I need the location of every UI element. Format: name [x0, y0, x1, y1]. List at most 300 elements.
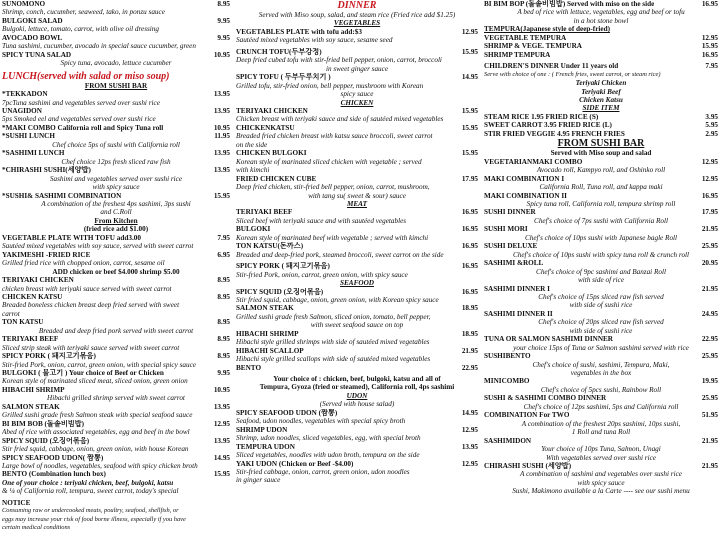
menu-item-row	[236, 175, 478, 183]
menu-text-line: Your choice of : chicken, beef, bulgoki, katsu and all of	[273, 375, 441, 384]
menu-item-price: 16.95	[461, 208, 478, 217]
menu-item-name: SUSHIBENTO	[484, 352, 531, 361]
menu-text-line: 5ps Smoked eel and vegetables served over sushi rice	[2, 115, 156, 124]
menu-text-line: Chef's choice of sushi, sashimi, Tempura, Maki,	[532, 360, 670, 369]
menu-text-line: California Roll, Tuna roll, and kappa maki	[539, 183, 663, 192]
menu-item-name: SUSHI DINNER	[484, 208, 536, 217]
menu-item-price: 21.95	[701, 436, 718, 445]
menu-item-name: SASHIMI &ROLL	[484, 259, 544, 268]
menu-text-line: Large bowl of noodles, vegetables, seafood with spicy chicken broth	[2, 462, 198, 471]
menu-item-price: 18.95	[461, 304, 478, 313]
menu-item-price: 5.95	[705, 121, 718, 130]
menu-item-name: CRUNCH TOFU(두부강정)	[236, 47, 322, 56]
menu-item-row	[484, 113, 718, 121]
menu-item-price: 14.95	[213, 453, 230, 462]
menu-item-name: SPICY PORK ( 돼지고기볶음)	[2, 352, 96, 361]
menu-item-row	[2, 132, 230, 140]
menu-text-line: Served with Miso soup, salad, and steam rice (Fried rice add $1.25)	[258, 11, 456, 19]
menu-item-name: CHICKEN KATSU	[2, 292, 63, 301]
menu-item-name: MINICOMBO	[484, 377, 530, 386]
menu-item-price: 7.95	[217, 233, 230, 242]
menu-text-line: in a hot stone bowl	[573, 16, 629, 25]
menu-text-line: Hibachi style grilled scallops with side of sautéed mixed vegetables	[236, 355, 431, 364]
menu-item-price: 11.95	[214, 132, 230, 141]
menu-item-price: 15.95	[213, 191, 230, 200]
menu-item-price: 16.95	[461, 242, 478, 251]
menu-item-name: UNAGIDON	[2, 106, 42, 115]
menu-text-line: Chef's choice of 5pcs sushi, Rainbow Roll	[540, 385, 662, 394]
menu-item-name: SPICY PORK ( 돼지고기볶음)	[236, 262, 330, 271]
menu-text-line: TEMPURA(Japanese style of deep-fried)	[484, 25, 610, 34]
menu-text-line: with spicy sauce	[92, 183, 140, 192]
menu-item-row	[484, 335, 718, 343]
menu-item-price: 12.95	[701, 174, 718, 183]
menu-text-line: Breaded and deep-fried pork, steamed broccoli, sweet carrot on the side	[236, 250, 444, 259]
menu-item-row	[2, 470, 230, 478]
menu-text-line: Chef's choice of 15ps sliced raw fish served	[538, 292, 664, 301]
menu-text-line: Teriyaki Chicken	[575, 79, 627, 88]
menu-text-line: DINNER	[337, 0, 377, 11]
menu-text-line: with spicy sauce	[577, 478, 625, 487]
menu-item-name: SWEET CARROT 3.95 FRIED RICE (L)	[484, 121, 612, 130]
menu-text-line: Deep fried chicken, stir-fried bell pepper, onion, carrot, mushroom,	[236, 183, 430, 192]
menu-text-line: Korean style of marinated sliced meat, sliced onion, green onion	[2, 377, 188, 386]
menu-text-line: FROM SUSHI BAR	[557, 138, 645, 150]
menu-text-line: Chef choice 12ps fresh sliced raw fish	[61, 157, 171, 166]
menu-item-row	[484, 42, 718, 50]
menu-item-name: MAKI COMBINATION II	[484, 191, 567, 200]
menu-item-row	[484, 175, 718, 183]
menu-item-name: SPICY SQUID (오징어볶음)	[2, 436, 90, 445]
menu-text-line: chicken breast with teriyaki sauce served with sweet carrot	[2, 284, 172, 293]
menu-item-price: 21.95	[701, 462, 718, 471]
menu-item-name: TERIYAKI BEEF	[2, 335, 59, 344]
menu-text-line: Breaded and deep fried pork served with sweet carrot	[38, 326, 194, 335]
dinner-column	[236, 0, 478, 548]
menu-item-name: HIBACHI SHRIMP	[2, 385, 65, 394]
menu-item-row	[2, 51, 230, 59]
menu-text-line: A combination of the freshest 20ps sashimi, 10ps sushi,	[521, 419, 681, 428]
menu-item-price: 8.95	[217, 0, 230, 8]
menu-item-price: 15.95	[461, 106, 478, 115]
menu-item-price: 15.95	[213, 470, 230, 479]
menu-item-name: BULGOKI	[236, 225, 271, 234]
menu-text-line: vegetables in the box	[570, 369, 632, 378]
menu-item-row	[484, 0, 718, 8]
menu-item-price: 12.95	[461, 459, 478, 468]
menu-item-name: BULGOKI ( 불고기 ) Your choice of Beef or Chicken	[2, 369, 164, 378]
menu-item-price: 15.95	[461, 47, 478, 56]
menu-item-name: *SUSHI LUNCH	[2, 132, 55, 141]
menu-text-line: A combination of the freshest 4ps sashimi, 3ps sushi	[41, 199, 191, 208]
menu-text-line: in ginger sauce	[236, 476, 281, 485]
menu-item-name: VEGETABLES PLATE with tofu add:$3	[236, 27, 362, 36]
menu-item-row	[236, 124, 478, 132]
menu-item-row	[484, 437, 718, 445]
menu-item-price: 14.95	[461, 408, 478, 417]
menu-text-line: Teriyaki Beef	[581, 87, 621, 96]
menu-text-line: CHICKEN	[340, 98, 374, 107]
menu-item-name: *SASHIMI LUNCH	[2, 149, 65, 158]
menu-item-name: BENTO	[236, 363, 262, 372]
menu-item-row	[484, 242, 718, 250]
menu-text-line: ADD chicken or beef $4.000 shrimp $5.00	[52, 267, 180, 276]
menu-item-price: 15.95	[701, 42, 718, 51]
menu-text-line: Tuna sashimi, cucumber, avocado in special sauce cucumber, green	[2, 42, 196, 51]
menu-text-line: Deep fried cubed tofu with stir-fried bell pepper, onion, carrot, broccoli	[236, 56, 442, 65]
menu-item-name: SALMON STEAK	[236, 304, 294, 313]
menu-item-price: 15.95	[461, 149, 478, 158]
menu-item-price: 2.95	[705, 129, 718, 138]
menu-text-line: with sweet seafood sauce on top	[310, 321, 404, 330]
menu-item-row	[236, 288, 478, 296]
menu-item-name: YAKIMESHI -FRIED RICE	[2, 250, 91, 259]
menu-item-name: SASHIMIDON	[484, 436, 532, 445]
menu-item-row	[484, 158, 718, 166]
menu-item-price: 8.95	[217, 318, 230, 327]
menu-text-line: 1 Roll and tuna Roll	[571, 428, 631, 437]
menu-item-row	[2, 386, 230, 394]
menu-item-price: 10.95	[213, 123, 230, 132]
menu-text-line: with side of rice	[577, 276, 625, 285]
menu-item-row	[2, 293, 230, 301]
menu-item-row	[236, 443, 478, 451]
menu-item-name: SPICY TUNA SALAD	[2, 50, 72, 59]
menu-item-name: HIBACHI SHRIMP	[236, 329, 299, 338]
menu-item-price: 8.95	[217, 276, 230, 285]
menu-item-name: VEGETABLE PLATE WITH TOFU add3.00	[2, 233, 141, 242]
menu-item-price: 12.95	[461, 425, 478, 434]
menu-text-line: Shrimp, conch, cucumber, seaweed, tako, in ponzu sauce	[2, 8, 165, 17]
menu-item-price: 16.95	[701, 191, 718, 200]
lunch-column	[2, 0, 230, 548]
menu-item-row	[484, 192, 718, 200]
menu-text-line: with side of sushi rice	[569, 301, 633, 310]
menu-item-price: 3.95	[705, 112, 718, 121]
sushi-bar-column	[484, 0, 718, 548]
menu-text-line: 7pcTuna sashimi and vegetables served over sushi rice	[2, 98, 160, 107]
menu-text-line: A combination of sashimi and vegetables over sushi rice	[520, 470, 682, 479]
menu-text-line: FROM SUSHI BAR	[84, 81, 148, 90]
menu-item-name: TERIYAKI BEEF	[236, 208, 293, 217]
menu-item-price: 14.95	[461, 73, 478, 82]
menu-text-line: your choice 15ps of Tuna or Salmon sashimi served with rice	[513, 343, 689, 352]
menu-item-name: SUSHI & SASHIMI COMBO DINNER	[484, 394, 607, 403]
menu-item-price: 15.95	[461, 123, 478, 132]
menu-item-name: YAKI UDON (Chicken or Beef -$4.00)	[236, 459, 354, 468]
menu-text-line: Your choice of 10ps Tuna, Salmon, Unagi	[541, 445, 661, 454]
menu-item-name: SPICY SEAFOOD UDON (짬뽕)	[236, 408, 338, 417]
menu-text-line: Sliced strip steak with teriyaki sauce served with sweet carrot	[2, 343, 180, 352]
menu-item-row	[236, 208, 478, 216]
menu-item-name: CHICKEN BULGOKI	[236, 149, 307, 158]
menu-item-row	[236, 28, 478, 36]
menu-item-name: STEAM RICE 1.95 FRIED RICE (S)	[484, 112, 599, 121]
menu-item-price: 12.95	[213, 419, 230, 428]
menu-item-name: TEMPURA UDON	[236, 442, 295, 451]
menu-text-line: MEAT	[347, 199, 367, 208]
menu-item-price: 21.95	[701, 225, 718, 234]
menu-item-row	[2, 149, 230, 157]
menu-item-price: 24.95	[701, 309, 718, 318]
menu-item-row	[2, 124, 230, 132]
menu-item-row	[484, 285, 718, 293]
menu-item-row	[2, 335, 230, 343]
menu-item-price: 13.95	[213, 90, 230, 99]
menu-text-line: Sushi, Makimono available a la Carte ---- see our sushi menu	[512, 487, 690, 496]
menu-item-name: *CHIRASHI SUSHI(세양밥)	[2, 166, 91, 175]
menu-item-price: 8.95	[217, 292, 230, 301]
menu-item-name: VEGETABLE TEMPURA	[484, 33, 567, 42]
menu-text-line: Korean style of marinated beef with vegetable ; served with kimchi	[236, 233, 429, 242]
menu-text-line: A bed of rice with lettuce, vegetables, egg and beef or tofu	[517, 8, 685, 17]
menu-text-line: Stir fried squid, cabbage, onion, green onion, with house Korean	[2, 445, 189, 454]
menu-item-row	[484, 310, 718, 318]
menu-text-line: Sautéed mixed vegetables with soy sauce, sesame seed	[236, 36, 393, 45]
menu-text-line: Chicken breast with teriyaki sauce and side of sautéed mixed vegetables	[236, 115, 444, 124]
menu-item-name: TERIYAKI CHICKEN	[2, 276, 74, 285]
menu-item-name: TUNA OR SALMON SASHIMI DINNER	[484, 335, 613, 344]
menu-text-line: & ¼ of California roll, tempura, sweet carrot, today's special	[2, 487, 179, 496]
menu-item-price: 16.95	[461, 287, 478, 296]
menu-item-name: SUNOMONO	[2, 0, 46, 8]
menu-text-line: Chef's choice of 12ps sashimi, 5ps and California roll	[523, 402, 679, 411]
menu-item-price: 10.95	[213, 385, 230, 394]
menu-item-name: SUSHI MORI	[484, 225, 528, 234]
menu-item-price: 13.95	[213, 166, 230, 175]
menu-item-name: SASHIMI DINNER I	[484, 284, 550, 293]
menu-item-price: 13.95	[213, 436, 230, 445]
menu-item-row	[484, 62, 718, 70]
menu-text-line: and C.Roll	[100, 208, 132, 217]
menu-item-price: 21.95	[461, 346, 478, 355]
menu-item-price: 9.95	[217, 33, 230, 42]
menu-item-name: FRIED CHICKEN CUBE	[236, 174, 317, 183]
menu-item-row	[484, 121, 718, 129]
menu-text-line: Sautéed mixed vegetables with soy sauce, served with sweet carrot	[2, 242, 194, 251]
menu-text-line: UDON	[346, 391, 368, 400]
menu-item-row	[484, 130, 718, 138]
menu-text-line: Bulgoki, lettuce, tomato, carrot, with olive oil dressing	[2, 25, 159, 34]
menu-item-price: 51.95	[701, 411, 718, 420]
menu-item-row	[484, 51, 718, 59]
menu-text-line: Consuming raw or undercooked meats, poultry, seafood, shellfish, or	[2, 507, 179, 515]
menu-item-row	[236, 262, 478, 270]
menu-text-line: Korean style of marinated sliced chicken with vegetable ; served	[236, 157, 422, 166]
menu-item-name: AVOCADO BOWL	[2, 33, 63, 42]
menu-text-line: From Kitchen	[94, 216, 138, 225]
menu-item-row	[484, 208, 718, 216]
menu-item-row	[2, 454, 230, 462]
menu-item-price: 12.95	[701, 33, 718, 42]
menu-item-row	[2, 234, 230, 242]
menu-text-line: Chicken Katsu	[579, 95, 623, 104]
menu-item-row	[236, 48, 478, 56]
menu-item-row	[2, 369, 230, 377]
menu-item-name: SUSHI DELUXE	[484, 242, 538, 251]
menu-item-name: BI BIM BOP (돌솥비빔밥) Served with miso on the side	[484, 0, 655, 8]
menu-item-price: 17.95	[701, 208, 718, 217]
menu-text-line: Grilled tofu, stir-fried onion, bell pepper, mushroom with Korean	[236, 81, 424, 90]
menu-item-name: SALMON STEAK	[2, 402, 60, 411]
menu-item-row	[236, 149, 478, 157]
menu-item-price: 7.95	[705, 62, 718, 71]
menu-item-price: 6.95	[217, 250, 230, 259]
menu-item-name: SPICY SEAFOOD UDON( 짬뽕)	[2, 453, 104, 462]
menu-item-row	[2, 276, 230, 284]
menu-item-price: 12.95	[461, 27, 478, 36]
menu-text-line: Tempura, Gyoza (fried or steamed), California roll, 4ps sashimi	[259, 383, 455, 392]
menu-text-line: SEAFOOD	[340, 279, 374, 288]
menu-text-line: Breaded boneless chicken breast deep fried served with sweet	[2, 301, 180, 310]
menu-item-row	[236, 242, 478, 250]
menu-item-name: SPICY TOFU ( 두부두루치기 )	[236, 73, 331, 82]
menu-text-line: Chef choice 5ps of sushi with California roll	[52, 140, 180, 149]
menu-text-line: Avocado roll, Kampyo roll, and Oshinko roll	[536, 166, 666, 175]
menu-text-line: Served with Miso soup and salad	[550, 149, 652, 158]
menu-item-price: 25.95	[701, 394, 718, 403]
menu-text-line: on the side	[236, 140, 268, 149]
menu-text-line: (Served with house salad)	[319, 400, 395, 409]
menu-text-line: Seafood, udon noodles, vegetables with special spicy broth	[236, 417, 406, 426]
menu-item-name: MAKI COMBINATION I	[484, 174, 565, 183]
menu-item-price: 9.95	[217, 369, 230, 378]
menu-text-line: Stir-fried cabbage, onion, carrot, green onion, udon noodles	[236, 468, 410, 477]
menu-item-row	[2, 420, 230, 428]
menu-item-name: BENTO (Combination lunch box)	[2, 470, 106, 479]
menu-text-line: Chef's choice of 10ps sushi with Japanese bagle Roll	[524, 233, 678, 242]
menu-item-row	[2, 17, 230, 25]
menu-text-line: Spicy tuna roll, California roll, tempura shrimp roll	[526, 199, 676, 208]
menu-text-line: Grilled sushi grade fresh Salmon steak with special seafood sauce	[2, 411, 193, 420]
menu-item-price: 20.95	[701, 259, 718, 268]
menu-item-price: 13.95	[213, 106, 230, 115]
menu-item-price: 9.95	[217, 16, 230, 25]
menu-item-price: 25.95	[701, 352, 718, 361]
menu-text-line: With vegetables served over sushi rice	[546, 453, 656, 462]
menu-item-name: TERIYAKI CHICKEN	[236, 106, 308, 115]
menu-text-line: Sliced vegetables, noodles with udon broth, tempura on the side	[236, 451, 420, 460]
menu-item-price: 17.95	[461, 174, 478, 183]
menu-item-row	[2, 437, 230, 445]
menu-item-name: CHILDREN'S DINNER Under 11 years old	[484, 62, 619, 71]
menu-item-row	[2, 34, 230, 42]
menu-item-price: 16.95	[701, 50, 718, 59]
menu-text-line: SIDE ITEM	[582, 104, 620, 113]
menu-item-name: SHRIMP UDON	[236, 425, 288, 434]
menu-text-line: certain medical conditions	[2, 524, 71, 532]
menu-text-line: Chef's choice of 10ps sushi with spicy tuna roll & crunch roll	[512, 250, 690, 259]
menu-text-line: Stir-fried Pork, onion, carrot, green onion, with special spicy sauce	[2, 360, 196, 369]
menu-item-price: 13.95	[213, 402, 230, 411]
menu-text-line: Chef's choice of 7ps sushi with California Roll	[534, 216, 668, 225]
menu-text-line: Chef's choice of 9pc sashimi and Banzai Roll	[536, 267, 666, 276]
menu-item-row	[484, 394, 718, 402]
menu-item-row	[484, 259, 718, 267]
menu-item-row	[236, 304, 478, 312]
menu-item-row	[2, 318, 230, 326]
menu-item-price: 8.95	[217, 335, 230, 344]
menu-item-name: VEGETARIANMAKI COMBO	[484, 157, 583, 166]
menu-item-price: 25.95	[701, 242, 718, 251]
menu-text-line: carrot	[2, 309, 20, 318]
menu-item-row	[484, 352, 718, 360]
menu-text-line: Sashimi and vegetables served over sushi rice	[49, 174, 183, 183]
menu-item-row	[484, 411, 718, 419]
menu-item-price: 12.95	[701, 157, 718, 166]
menu-item-name: CHICKENKATSU	[236, 123, 295, 132]
menu-item-row	[2, 0, 230, 8]
menu-item-row	[2, 192, 230, 200]
menu-text-line: in sweet ginger sauce	[325, 64, 389, 73]
menu-item-row	[2, 251, 230, 259]
menu-text-line: VEGETABLES	[333, 19, 381, 28]
menu-item-name: *TEKKADON	[2, 90, 48, 99]
menu-item-row	[236, 330, 478, 338]
menu-item-name: *SUSHI& SASHIMI COMBINATION	[2, 191, 122, 200]
menu-item-price: 19.95	[701, 377, 718, 386]
menu-text-line: Serve with choice of one : ( French fries, sweet carrot, or steam rice)	[484, 70, 661, 78]
menu-item-row	[236, 347, 478, 355]
menu-text-line: Stir-fried Pork, onion, carrot, green onion, with spicy sauce	[236, 270, 408, 279]
menu-text-line: Stir fried squid, cabbage, onion, green onion, with Korean spicy sauce	[236, 295, 439, 304]
menu-item-name: COMBINATION For TWO	[484, 411, 570, 420]
menu-item-row	[2, 166, 230, 174]
menu-text-line: Spicy tuna, avocado, lettuce cucumber	[60, 59, 172, 68]
menu-item-price: 13.95	[213, 149, 230, 158]
menu-item-name: SHRIMP TEMPURA	[484, 50, 551, 59]
menu-item-name: BI BIM BOB (돌솥비빔밥)	[2, 419, 85, 428]
menu-item-name: SPICY SQUID (오징어볶음)	[236, 287, 324, 296]
menu-text-line: LUNCH(served with salad or miso soup)	[2, 70, 170, 82]
menu-item-name: HIBACHI SCALLOP	[236, 346, 304, 355]
menu-text-line: Sliced beef with teriyaki sauce and with sautéed vegetables	[236, 216, 407, 225]
menu-text-line: Chef's choice of 20ps sliced raw fish served	[538, 318, 664, 327]
menu-item-price: 8.95	[217, 352, 230, 361]
menu-item-row	[236, 460, 478, 468]
menu-item-row	[236, 364, 478, 372]
menu-item-name: TON KATSU	[2, 318, 44, 327]
menu-item-name: *MAKI COMBO California roll and Spicy Tuna roll	[2, 123, 164, 132]
menu-text-line: Shrimp, udon noodles, sliced vegetables, egg, with special broth	[236, 434, 421, 443]
menu-item-row	[2, 403, 230, 411]
menu-text-line: Grilled sushi grade fresh Salmon, sliced onion, tomato, bell pepper,	[236, 312, 431, 321]
menu-item-price: 13.95	[461, 442, 478, 451]
menu-item-price: 21.95	[701, 284, 718, 293]
menu-item-name: CHIRASHI SUSHI (세양밥)	[484, 462, 572, 471]
menu-text-line: Breaded fried chicken breast with katsu sauce broccoli, sweet carrot	[236, 132, 433, 141]
menu-item-row	[236, 107, 478, 115]
menu-item-price: 22.95	[701, 335, 718, 344]
menu-text-line: with kimchi	[236, 166, 270, 175]
menu-item-price: 16.95	[701, 0, 718, 8]
menu-item-row	[2, 90, 230, 98]
menu-text-line: One of your choice : teriyaki chicken, beef, bulgoki, katsu	[2, 478, 174, 487]
menu-item-price: 16.95	[461, 225, 478, 234]
menu-item-price: 16.95	[461, 262, 478, 271]
menu-item-row	[2, 352, 230, 360]
menu-item-row	[484, 34, 718, 42]
menu-text-line: Grilled fried rice with chopped onion, carrot, sesame oil	[2, 259, 165, 268]
menu-text-line: with side of sushi rice	[569, 326, 633, 335]
menu-item-row	[236, 73, 478, 81]
menu-item-row	[236, 409, 478, 417]
menu-text-line: (fried rice add $1.00)	[83, 225, 149, 234]
menu-item-name: STIR FRIED VEGGIE 4.95 FRENCH FRIES	[484, 129, 625, 138]
menu-item-name: BULGOKI SALAD	[2, 16, 63, 25]
menu-text-line: NOTICE	[2, 498, 31, 507]
menu-text-line: spicy sauce	[340, 90, 374, 99]
